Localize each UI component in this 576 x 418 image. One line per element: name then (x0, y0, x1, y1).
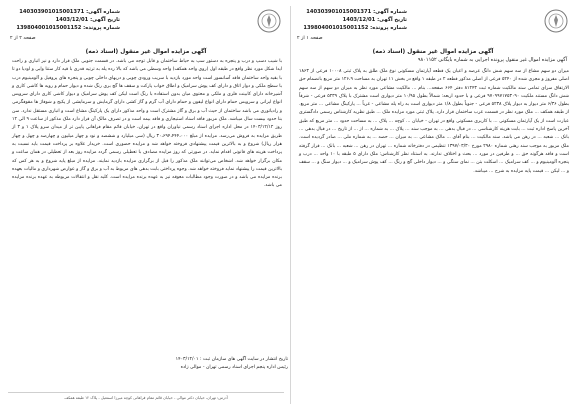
notice-number-value: 140303901015001371 (306, 9, 372, 15)
notice-date-value: 1403/12/01 (55, 17, 89, 23)
notice-number-value: 140303901015001371 (19, 9, 85, 15)
file-number-value: 139804001015001152 (303, 25, 369, 31)
notice-body: میزان دو سهم مشاع از سه سهم شش دانگ عرصه و اعیان یک قطعه آپارتمان مسکونی نوع ملک طلق به پلاک ثبتی ۱۰۰۰۸ فرعی از ۱۸۶۳ اصلی مفروز و مجزی شده از ۵۲۴۰ فرعی از اصلی مذکور قطعه ۲ در طبقه ۱ واقع در بخش ۱۱ تهران به مساحت ۱۲۶،۹ متر مربع بانضمام حق الارتفاق سرای تمامی سند مالکیت شماره ثبت ۸۱۲۴۳ دفتر ۶۶۴ صفحه... بنام ... مالکیت مشاعی مورد نظر به میزان دو سهم از سه سهم شش دانگ مستند ملکیت ۹۷۰۹۹۷۱۷۵۳۰۹۰ فرعی و با حدود اربعه: شمالاً بطول ۱۰/۹۵ متر دیواری است مشترک با پلاک ۵۲۳۹ فرعی - شرقاً بطول ۶/۳۶ متر دیوار به دیوار پلاک ۵۲۳۸ فرعی - جنوباً بطول ۱/۸ متر دیواری است به راه پله مشاعی - غرباً ... پارکینگ مشاعی ... متر مربع. از طبقه همکف ... ملک مورد نظر در قسمت غرب ساختمان قرار دارد. پلاک ثبتی مورد مزایده ملک ... طبق نظریه کارشناس رسمی دادگستری عبارت است از یک آپارتمان مسکونی ... با کاربری مسکونی واقع در تهران - خیابان ... کوچه ... پلاک ... به مساحت حدود ... متر مربع که طبق آخرین پاسخ اداره ثبت ... بابت هزینه کارشناسی ... در قبال بدهی ... به موجب سند ... پلاک ... به شماره ... از ... از تاریخ ... در قبال بدهی ... بانک ... شعبه ... در رهن می باشد. سند مالکیت ... بنام آقای ... مالک مشاعی ... به میزان ... حصه ... به شماره ملی ... صادر گردیده است. ملک مزبور به موجب سند رهنی شماره ۲۹۸۰ مورخ ۱۳۹۷/۰۳/۳۰ تنظیمی در دفترخانه شماره ... تهران در رهن ... شعبه ... بانک ... قرار گرفته است و فاقد هرگونه حق ... و طرفین در مورد ... بحث و اختلاف ندارند. به استناد نظر کارشناس: ملک دارای ۵ طبقه با ۱۰ واحد ... درب و پنجره آلومینیوم و ... کف سرامیک ... اسکلت بتن ... نمای سنگی و ... دیوار داخلی گچ و رنگ ... کف پوش سرامیک و ... دیوار سنگ و ... سقف و ... لیکن ... قیمت پایه مزایده به شرح ... میباشد. (299, 69, 570, 174)
file-number-label: شماره پرونده: (370, 25, 407, 31)
notice-number-label: شماره آگهی: (373, 9, 407, 15)
publication-date-line: تاریخ انتشار در سایت آگهی های سازمان ثبت : ۱۴۰۳/۱۲/۰۱ (175, 357, 288, 362)
notice-date-row (8, 16, 120, 24)
notice-body: با شیب دسپ و درب و پنجره به دستور سپ به حیاط ساختمان و قابل توجه می باشد. در قسمت جنوبی ملک قرار دارد و نیز اتباری و راحت ایدا شکل مورد نظر واقع در طبقه اول (روی واحد همکف) واحد وسطی می باشد که بالا رده پله به ترتیه قدری با قیه کار ستنا وایی و اودیا دو تا با بقیه واحد ساختمان فاقد آسانسور است واحد مورد بازدید با سریب ورودی چوبی و دربهای داخلی چوبی و پنجره های پروفیل و آلومینیوم درب با سطح ملکی و دوار اتاق و دارای کف پوش سرامیک و اطاق خواب پارکت و سقف ها گچ بری رنگ شده و دیوار حمام و رویه ها کاشی کاری و آشپزخانه دارای کابینت فلزی و ملکی و محتوی میان بدون استفاده با رنگ است لیکن کف پوش سرامیک و دیوار کاشی کاری دارای سرویس انواع ایرانی و سرویس حمام دارای انواع لیفون و حمام دارای آب گرم و گاز کشی دارای گرمایش و سرمایشی از پکیج و شوفاژ ها مقوفگرمی و رادیاتوری می باشد ساختمان از حیث آب و برق و گاز مشترک است و واحد مذکور دارای یک پارکینگ مشاع است و انباری مستقل ندارد. سن بنا حدود بیست سال میباشد. ملک مزبور فاقد اسناد استیجاری و فاقد بیمه است و در تصرف مالک آن قرار دارد ملک مذکور از ساعت ۹ الی ۱۲ روز ۱۴۰۳/۱۲/۱۲ در محل اداره اجرای اسناد رسمی نیاوران واقع در تهران، خیابان قائم مقام فراهانی پایین تر از میدان سرو پلاک ۱ و ۳ از طریق مزایده به فروش می‌رسد. مزایده از مبلغ ۳۰،۶۹۴،۴۴۴،۰۰۰ ریال (سی میلیارد و ششصد و نود و چهار میلیون و چهارصد و چهل و چهار هزار ریال) شروع و به بالاترین قیمت پیشنهادی فروخته خواهد شد و مزایده حضوری است. خریدار علاوه بر پرداخت قیمت باید نسبت به پرداخت هزینه های قانونی اقدام نماید. در صورتی که روز مزایده مصادف با تعطیلی رسمی گردد مزایده روز بعد از تعطیلی در همان ساعت و مکان برگزار خواهد شد. اشخاص می‌توانند ملک مذکور را قبل از برگزاری مزایده بازدید نمایند. مزایده از مبلغ پایه شروع و به هر کس که بالاترین قیمت را پیشنهاد نماید فروخته خواهد شد. وجوه پرداختی بابت بدهی های مربوط به آب و برق و گاز و عوارض شهرداری و مالیات بعهده برنده مزایده می باشد و در صورت وجود مطالبات معوقه نیز به عهده برنده مزایده است. کلیه نقل و انتقالات مربوطه به عهده برنده مزایده می باشد. (12, 59, 282, 189)
notice-date-row (295, 16, 407, 24)
page-one (290, 6, 575, 404)
file-number-row (8, 24, 120, 32)
notice-subheading: آگهی مزایده اموال غیر منقول پرونده اجرایی به شماره بایگانی ۹۸۰۱۱۵۲ (417, 57, 567, 63)
office-address: آدرس: تهران، خیابان دکتر موالی - خیابان قائم مقام فراهانی کوچه میرزا اسمعیل - پلاک ۱۲ طبقه همکف (8, 392, 284, 400)
notice-date-label: تاریخ آگهی: (90, 17, 120, 23)
notice-meta (295, 8, 407, 32)
notice-number-label: شماره آگهی: (86, 9, 120, 15)
file-number-value: 139804001015001152 (16, 25, 82, 31)
registry-emblem-icon (256, 8, 282, 34)
notice-number-row (295, 8, 407, 16)
notice-meta (8, 8, 120, 32)
file-number-row (295, 24, 407, 32)
signatory-line: رئیس اداره پنجم اجرای اسناد رسمی تهران - موالی زاده (180, 365, 288, 370)
page-two (4, 6, 288, 404)
page-number: صفحه ۲ از ۲ (10, 36, 36, 41)
notice-date-label: تاریخ آگهی: (377, 17, 407, 23)
page-number: صفحه ۱ از ۲ (297, 36, 323, 41)
notice-number-row (8, 8, 120, 16)
notice-heading: آگهی مزایده اموال غیر منقول (اسناد ذمه) (372, 49, 494, 55)
notice-date-value: 1403/12/01 (342, 17, 376, 23)
notice-heading: آگهی مزایده اموال غیر منقول (اسناد ذمه) (85, 49, 207, 55)
file-number-label: شماره پرونده: (83, 25, 120, 31)
registry-emblem-icon (543, 8, 569, 34)
